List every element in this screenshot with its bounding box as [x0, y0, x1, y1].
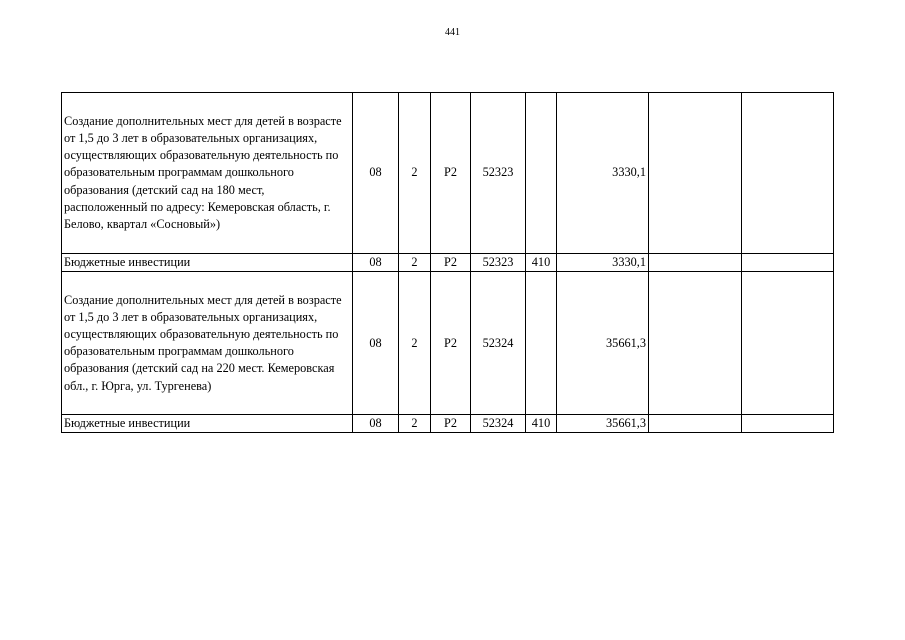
expense-type-code: 410: [526, 415, 557, 433]
table-row: [62, 415, 834, 433]
direction-code: 52324: [471, 415, 526, 433]
amount-value: 35661,3: [557, 272, 649, 415]
direction-code: 52323: [471, 254, 526, 272]
project-code: P2: [431, 93, 471, 254]
expense-type-code: [526, 93, 557, 254]
subprogram-code: 2: [399, 254, 431, 272]
table-row: [62, 254, 834, 272]
amount-col-8: [649, 415, 742, 433]
amount-value: 3330,1: [557, 254, 649, 272]
amount-value: 3330,1: [557, 93, 649, 254]
page-number: 441: [445, 27, 460, 38]
amount-col-8: [649, 272, 742, 415]
subprogram-code: 2: [399, 272, 431, 415]
amount-col-8: [649, 254, 742, 272]
section-code: 08: [353, 254, 399, 272]
expense-type-code: [526, 272, 557, 415]
amount-col-9: [742, 272, 834, 415]
section-code: 08: [353, 93, 399, 254]
table-row: [62, 272, 834, 415]
direction-code: 52324: [471, 272, 526, 415]
subprogram-code: 2: [399, 415, 431, 433]
section-code: 08: [353, 415, 399, 433]
section-code: 08: [353, 272, 399, 415]
row-description: Создание дополнительных мест для детей в возрасте от 1,5 до 3 лет в образовательных организациях, осуществляющих образовательную деятельность по образовательным программам дошкольного образования (детский сад на 180 мест, расположенный по адресу: Кемеровская область, г. Белово, квартал «Сосновый»): [62, 93, 353, 254]
project-code: P2: [431, 415, 471, 433]
project-code: P2: [431, 272, 471, 415]
expense-type-code: 410: [526, 254, 557, 272]
row-description: Бюджетные инвестиции: [62, 254, 353, 272]
amount-col-8: [649, 93, 742, 254]
row-description: Создание дополнительных мест для детей в возрасте от 1,5 до 3 лет в образовательных организациях, осуществляющих образовательную деятельность по образовательным программам дошкольного образования (детский сад на 220 мест. Кемеровская обл., г. Юрга, ул. Тургенева): [62, 272, 353, 415]
budget-table: [61, 92, 834, 433]
amount-col-9: [742, 93, 834, 254]
direction-code: 52323: [471, 93, 526, 254]
subprogram-code: 2: [399, 93, 431, 254]
amount-value: 35661,3: [557, 415, 649, 433]
row-description: Бюджетные инвестиции: [62, 415, 353, 433]
amount-col-9: [742, 415, 834, 433]
table-row: [62, 93, 834, 254]
amount-col-9: [742, 254, 834, 272]
project-code: P2: [431, 254, 471, 272]
